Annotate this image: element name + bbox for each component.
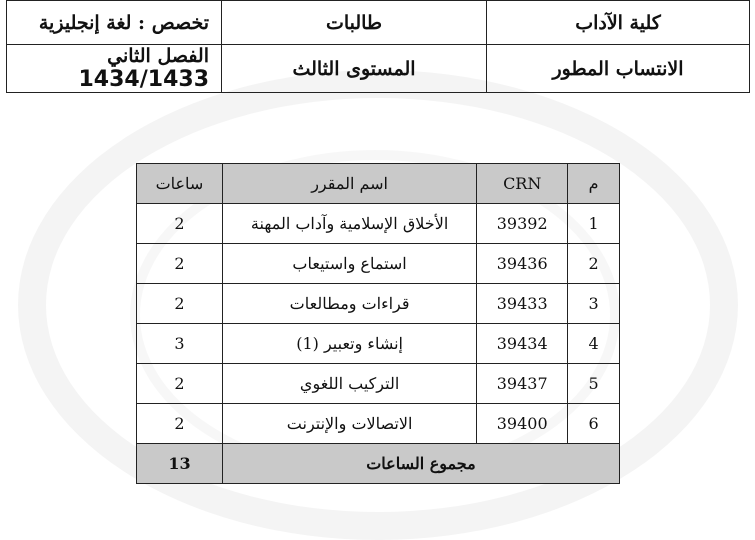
courses-table (136, 163, 620, 484)
table-row (137, 324, 620, 364)
level-cell: المستوى الثالث (222, 45, 487, 93)
header-row-2 (7, 45, 750, 93)
row-number: 3 (568, 284, 620, 324)
row-crn: 39437 (477, 364, 568, 404)
table-row (137, 404, 620, 444)
row-course-name: الاتصالات والإنترنت (222, 404, 476, 444)
column-header-hours: ساعات (137, 164, 223, 204)
semester-year: 1434/1433 (78, 67, 209, 92)
schedule-header-table (6, 0, 750, 93)
row-crn: 39436 (477, 244, 568, 284)
table-row (137, 284, 620, 324)
column-header-crn: CRN (477, 164, 568, 204)
semester-label: الفصل الثاني (107, 45, 209, 67)
header-row-1 (7, 1, 750, 45)
row-hours: 2 (137, 404, 223, 444)
row-course-name: الأخلاق الإسلامية وآداب المهنة (222, 204, 476, 244)
row-number: 1 (568, 204, 620, 244)
row-crn: 39434 (477, 324, 568, 364)
row-crn: 39392 (477, 204, 568, 244)
row-number: 5 (568, 364, 620, 404)
total-hours: 13 (137, 444, 223, 484)
row-number: 4 (568, 324, 620, 364)
total-label: مجموع الساعات (222, 444, 619, 484)
courses-header-row (137, 164, 620, 204)
college-cell: كلية الآداب (487, 1, 750, 45)
column-header-m: م (568, 164, 620, 204)
program-cell: الانتساب المطور (487, 45, 750, 93)
row-course-name: التركيب اللغوي (222, 364, 476, 404)
row-crn: 39433 (477, 284, 568, 324)
column-header-name: اسم المقرر (222, 164, 476, 204)
specialization-cell: تخصص : لغة إنجليزية (7, 1, 222, 45)
table-row (137, 204, 620, 244)
total-row (137, 444, 620, 484)
row-hours: 3 (137, 324, 223, 364)
table-row (137, 244, 620, 284)
row-hours: 2 (137, 364, 223, 404)
table-row (137, 364, 620, 404)
row-crn: 39400 (477, 404, 568, 444)
row-course-name: إنشاء وتعبير (1) (222, 324, 476, 364)
row-number: 2 (568, 244, 620, 284)
row-hours: 2 (137, 204, 223, 244)
row-hours: 2 (137, 244, 223, 284)
row-hours: 2 (137, 284, 223, 324)
row-course-name: قراءات ومطالعات (222, 284, 476, 324)
students-cell: طالبات (222, 1, 487, 45)
row-number: 6 (568, 404, 620, 444)
row-course-name: استماع واستيعاب (222, 244, 476, 284)
semester-cell (7, 45, 222, 93)
